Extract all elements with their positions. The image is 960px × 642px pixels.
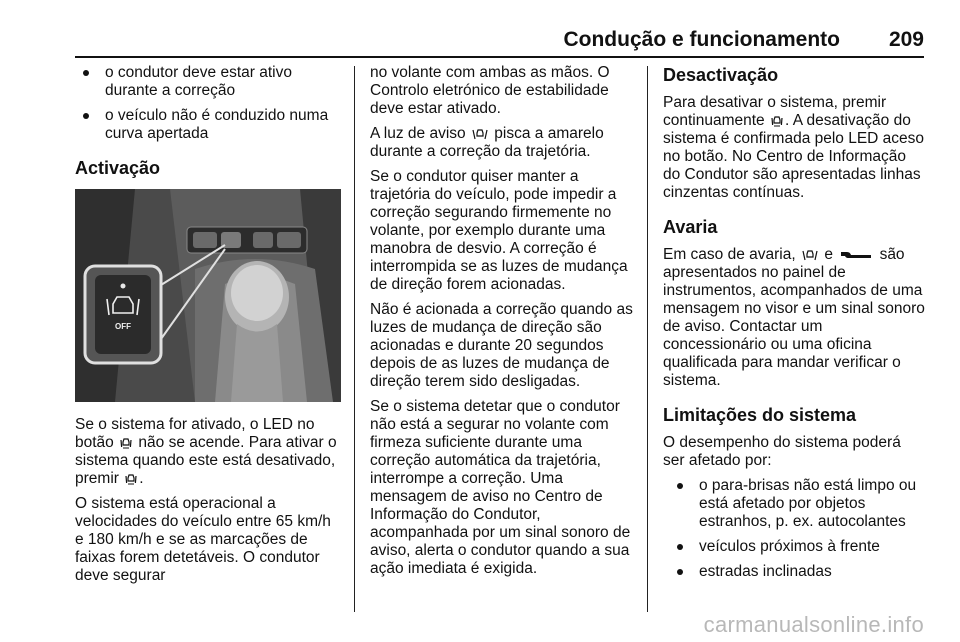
lane-departure-warning-icon [802,248,818,261]
paragraph: Se o sistema for ativado, o LED no botão não se acende. Para ativar o sistema quando este está desativado, premir . [75,416,337,487]
center-console-figure [75,189,341,402]
off-label: OFF [115,322,131,331]
limitations-heading: Limitações do sistema [663,405,857,425]
page-number: 209 [888,28,924,51]
column-divider [647,66,648,612]
paragraph: no volante com ambas as mãos. O Controlo eletrónico de estabilidade deve estar ativado. [370,64,610,117]
list-item: estradas inclinadas [671,563,925,581]
list-item: veículos próximos à frente [671,538,925,556]
lane-keep-button-icon [125,472,137,485]
bullet-list [663,477,925,581]
list-item: o veículo não é conduzido numa curva apertada [75,107,343,143]
header-rule [75,56,924,58]
paragraph: Para desativar o sistema, premir continuamente . A desativação do sistema é confirmada pelo LED aceso no botão. No Centro de Informação do Condutor são apresentadas linhas cinzentas contínuas. [663,94,925,201]
center-console-illustration [75,189,341,402]
watermark: carmanualsonline.info [703,612,924,637]
paragraph: Não é acionada a correção quando as luzes de mudança de direção são acionadas e durante 20 segundos depois de as luzes de mudança de direção terem sido desligadas. [370,301,633,390]
list-item: o para-brisas não está limpo ou está afetado por objetos estranhos, p. ex. autocolantes [671,477,925,531]
activation-heading: Activação [75,158,161,178]
paragraph: O sistema está operacional a velocidades do veículo entre 65 km/h e 180 km/h e se as marcações de faixas forem detetáveis. O condutor deve segurar [75,495,331,584]
column-1 [75,64,343,592]
lane-keep-button-icon [120,436,132,449]
steering-wheel-fault-icon [839,248,873,261]
deactivation-heading: Desactivação [663,65,779,85]
list-item: o condutor deve estar ativo durante a correção [75,64,343,100]
lane-departure-warning-icon [472,127,488,140]
section-title: Condução e funcionamento [563,28,840,51]
lane-keep-button-icon [771,114,783,127]
paragraph: O desempenho do sistema poderá ser afetado por: [663,434,901,469]
paragraph: Em caso de avaria, e são apresentados no painel de instrumentos, acompanhados de uma mensagem no visor e um sinal sonoro de aviso. Contactar um concessionário ou uma oficina qualificada para mandar verificar o sistema. [663,246,925,389]
fault-heading: Avaria [663,217,718,237]
column-2 [370,64,636,585]
column-divider [354,66,355,612]
paragraph: A luz de aviso pisca a amarelo durante a correção da trajetória. [370,125,604,160]
paragraph: Se o sistema detetar que o condutor não está a segurar no volante com firmeza suficiente durante uma correção automática da trajetória, interrompe a correção. Uma mensagem de aviso no Centro de Informação do Condutor, acompanhada por um sinal sonoro de aviso, alerta o condutor quando a sua ação imediata é exigida. [370,398,631,577]
bullet-list [75,64,343,143]
paragraph: Se o condutor quiser manter a trajetória do veículo, pode impedir a correção segurando firmemente no volante, por exemplo durante uma manobra de desvio. A correção é interrompida se as luzes de mudança de direção forem acionadas. [370,168,628,293]
page-header [0,24,960,58]
column-3 [663,64,925,588]
